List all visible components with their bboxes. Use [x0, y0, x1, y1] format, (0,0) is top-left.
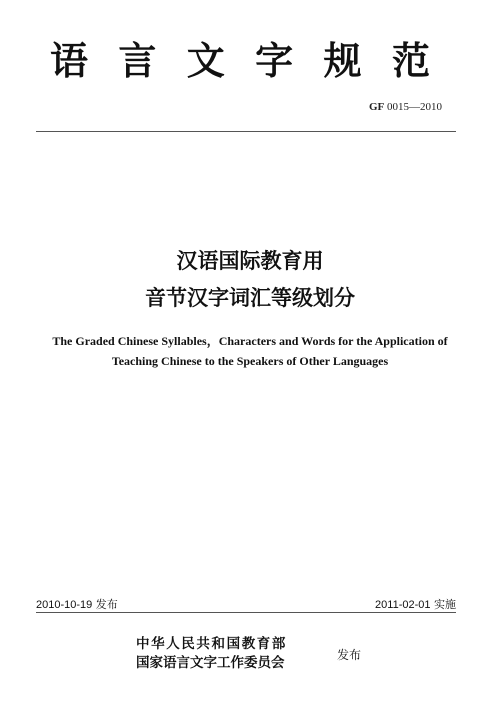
issuer-language-commission: 国家语言文字工作委员会 [136, 655, 285, 671]
english-title-line-2: Teaching Chinese to the Speakers of Other Languages [111, 354, 389, 368]
issue-date [36, 596, 118, 612]
chinese-title-line-1: 汉语国际教育用 [176, 249, 324, 273]
series-title-char: 规 [323, 38, 362, 83]
issue-label: 发布 [337, 648, 362, 662]
standard-code-number: 0015—2010 [387, 101, 442, 113]
series-title-char: 范 [391, 38, 430, 83]
top-divider [36, 131, 456, 132]
issue-date-value: 2010-10-19 [36, 599, 93, 611]
bottom-divider [36, 612, 456, 613]
standard-code-prefix: GF [368, 101, 385, 113]
chinese-title-line-2: 音节汉字词汇等级划分 [145, 286, 355, 310]
english-title-line-1: The Graded Chinese Syllables，Characters and Words for the Application of [52, 334, 448, 348]
implementation-date-value: 2011-02-01 [375, 599, 431, 611]
issue-date-label: 发布 [95, 598, 118, 611]
issuing-authorities [136, 635, 287, 673]
series-title-char: 语 [50, 38, 89, 83]
standard-code [369, 101, 442, 113]
series-title-char: 字 [255, 38, 294, 83]
series-title-char: 言 [118, 38, 157, 83]
series-title-char: 文 [186, 38, 225, 83]
series-title [50, 34, 430, 88]
issuer-ministry-of-education: 中华人民共和国教育部 [136, 636, 287, 652]
implementation-date-label: 实施 [434, 598, 456, 611]
implementation-date [375, 596, 456, 612]
